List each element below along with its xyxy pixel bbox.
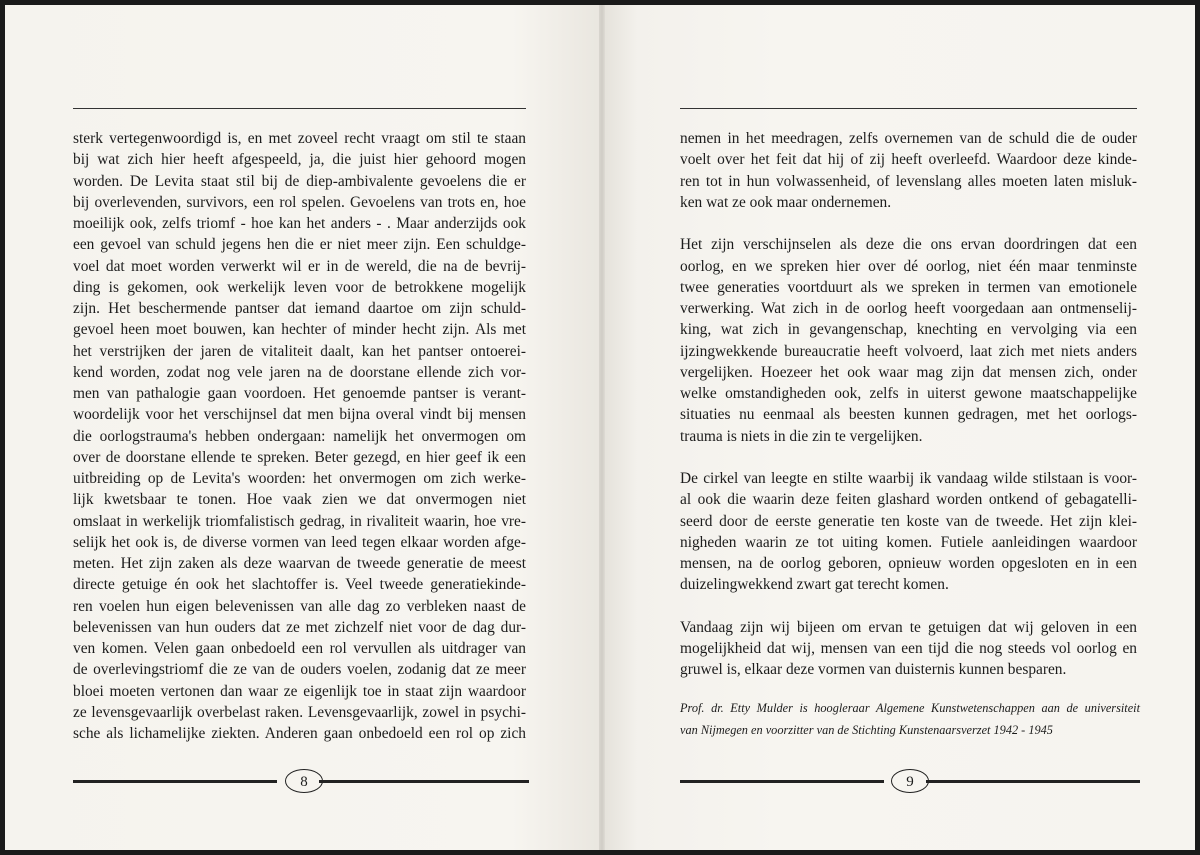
text-line: De cirkel van leegte en stilte waarbij ik vandaag wilde stilstaan is voor- [680,470,1137,487]
text-line: de overlevingstriomf die ze van de ouders voelen, zodanig dat ze meer [73,661,526,679]
page-footer [73,769,529,795]
text-line: omslaat in werkelijk triomfalistisch gedrag, in rivaliteit waarin, hoe vre- [73,512,526,530]
text-line: sche als lichamelijke ziekten. Anderen gaan onbedoeld een rol op zich [73,725,526,742]
right-body-text [680,128,1137,681]
text-line: kend worden, zodat nog vele jaren na de doorstane ellende zich vor- [73,363,526,381]
text-line: bloei moeten vertonen dan waar ze eigenlijk toe in staat zijn waardoor [73,682,526,700]
text-line: worden. De Levita staat stil bij de diep-ambivalente gevoelens die er [73,172,526,190]
text-line: gevoel heen moet bouwen, kan hechter of minder hecht zijn. Als met [73,321,526,339]
text-line: situaties nu eenmaal als beesten kunnen gedragen, met het oorlogs- [680,406,1137,424]
text-line: voel dat moet worden verwerkt wil er in de wereld, die na de bevrij- [73,257,526,275]
text-line: over de doorstane ellende te spreken. Beter gezegd, en hier geef ik een [73,448,526,466]
text-line: king, wat zich in gevangenschap, knechting en vervolging via een [680,321,1137,339]
footer-rule-left [73,780,277,783]
text-line: Het zijn verschijnselen als deze die ons ervan doordringen dat een [680,236,1137,254]
text-line: bij wat zich hier heeft afgespeeld, ja, die juist hier gehoord mogen [73,151,526,169]
paragraph-gap [680,596,1137,617]
text-line: verwerking. Wat zich in de oorlog heeft voorgedaan aan ontmenselij- [680,300,1137,317]
text-line: ren tot in hun volwassenheid, of levenslang alles moeten laten misluk- [680,172,1137,190]
text-line: twee generaties voortduurt als we spreken in termen van emotionele [680,278,1137,296]
credit-line: Prof. dr. Etty Mulder is hoogleraar Algemene Kunstwetenschappen aan de universiteit [680,701,1140,715]
top-rule [73,108,526,109]
text-line: Vandaag zijn wij bijeen om ervan te getuigen dat wij geloven in een [680,618,1137,636]
text-line: voelt over het feit dat hij of zij heeft overleefd. Waardoor deze kinde- [680,151,1137,169]
credit-line: van Nijmegen en voorzitter van de Stichting Kunstenaarsverzet 1942 - 1945 [680,723,1053,737]
text-line: ken wat ze ook maar ondernemen. [680,193,892,211]
paragraph-gap [680,213,1137,234]
author-credit [680,697,1140,741]
text-line: moeilijk ook, zelfs triomf - hoe kan het anders - . Maar anderzijds ook [73,215,526,232]
text-line: lijk kwetsbaar te tonen. Hoe vaak zien we dat onvermogen niet [73,491,526,509]
text-line: uitbreiding op de Levita's woorden: het onvermogen om zich werke- [73,470,526,487]
text-line: vergelijken. Hoezeer het ook waar mag zijn dat mensen zich, onder [680,363,1137,381]
text-line: gruwel is, elkaar deze vormen van duisternis kunnen besparen. [680,661,1067,679]
text-line: ven komen. Velen gaan onbedoeld een rol vervullen als uitdrager van [73,640,526,657]
text-line: het verstrijken der jaren de vitaliteit daalt, kan het pantser ontoerei- [73,342,526,360]
text-line: woordelijk voor het verschijnsel dat men bijna overal vindt bij mensen [73,406,526,424]
text-line: sterk vertegenwoordigd is, en met zoveel recht vraagt om stil te staan [73,130,526,147]
page-footer [680,769,1140,795]
text-line: ding is gekomen, ook werkelijk leven voor de betrokkene mogelijk [73,278,526,296]
text-line: mensen, na de oorlog geboren, opnieuw worden opgesloten en in een [680,555,1137,572]
text-line: seerd door de eerste generatie ten koste van de tweede. Het zijn klei- [680,512,1137,530]
text-line: al ook die waarin deze feiten glashard worden ontkend of gebagatelli- [680,491,1137,509]
text-line: welke omstandigheden ook, zelfs in uiterst gewone maatschappelijke [680,385,1137,402]
text-line: directe getuige én ook het slachtoffer is. Veel tweede generatiekinde- [73,576,526,594]
text-line: nigheden waarin ze tot uiting komen. Futiele aanleidingen waardoor [680,533,1137,551]
text-line: duizelingwekkend zwart gat terecht komen. [680,576,949,594]
text-line: mogelijkheid dat wij, mensen van een tijd die nog steeds vol oorlog en [680,640,1137,657]
page-number: 8 [285,769,323,793]
text-line: ren voelen hun eigen belevenissen van alle dag zo verbleken naast de [73,597,526,615]
text-line: die oorlogstrauma's hebben ondergaan: namelijk het onvermogen om [73,427,526,445]
text-line: bij overlevenden, survivors, een rol spelen. Gevoelens van trots en, hoe [73,193,526,211]
text-line: meten. Het zijn zaken als deze waarvan de tweede generatie de meest [73,555,526,572]
right-page [602,5,1195,850]
paragraph-gap [680,447,1137,468]
book-gutter [599,5,605,850]
footer-rule-right [319,780,529,783]
text-line: trauma is niets in die zin te vergelijken. [680,427,923,445]
text-line: ze levensgevaarlijk overbelast raken. Levensgevaarlijk, zowel in psychi- [73,703,526,721]
left-page [5,5,602,850]
text-line: ijzingwekkende bureaucratie heeft volvoerd, laat zich met niets anders [680,342,1137,360]
footer-rule-right [926,780,1140,783]
text-line: zijn. Het beschermende pantser dat iemand daartoe om zijn schuld- [73,300,526,317]
text-line: belevenissen van hun ouders dat ze met zichzelf niet voor de dag dur- [73,618,526,636]
page-number: 9 [891,769,929,793]
text-line: nemen in het meedragen, zelfs overnemen van de schuld die de ouder [680,130,1137,147]
book-spread [5,5,1195,850]
text-line: men van pathalogie gaan voordoen. Het genoemde pantser is verant- [73,385,526,402]
footer-rule-left [680,780,884,783]
left-body-text [73,128,526,744]
text-line: oorlog, en we spreken hier over dé oorlog, niet één maar tenminste [680,257,1137,275]
top-rule [680,108,1137,109]
text-line: een gevoel van schuld jegens hen die er niet meer zijn. Een schuldge- [73,236,526,254]
text-line: selijk het ook is, de diverse vormen van leed tegen elkaar worden afge- [73,533,526,551]
